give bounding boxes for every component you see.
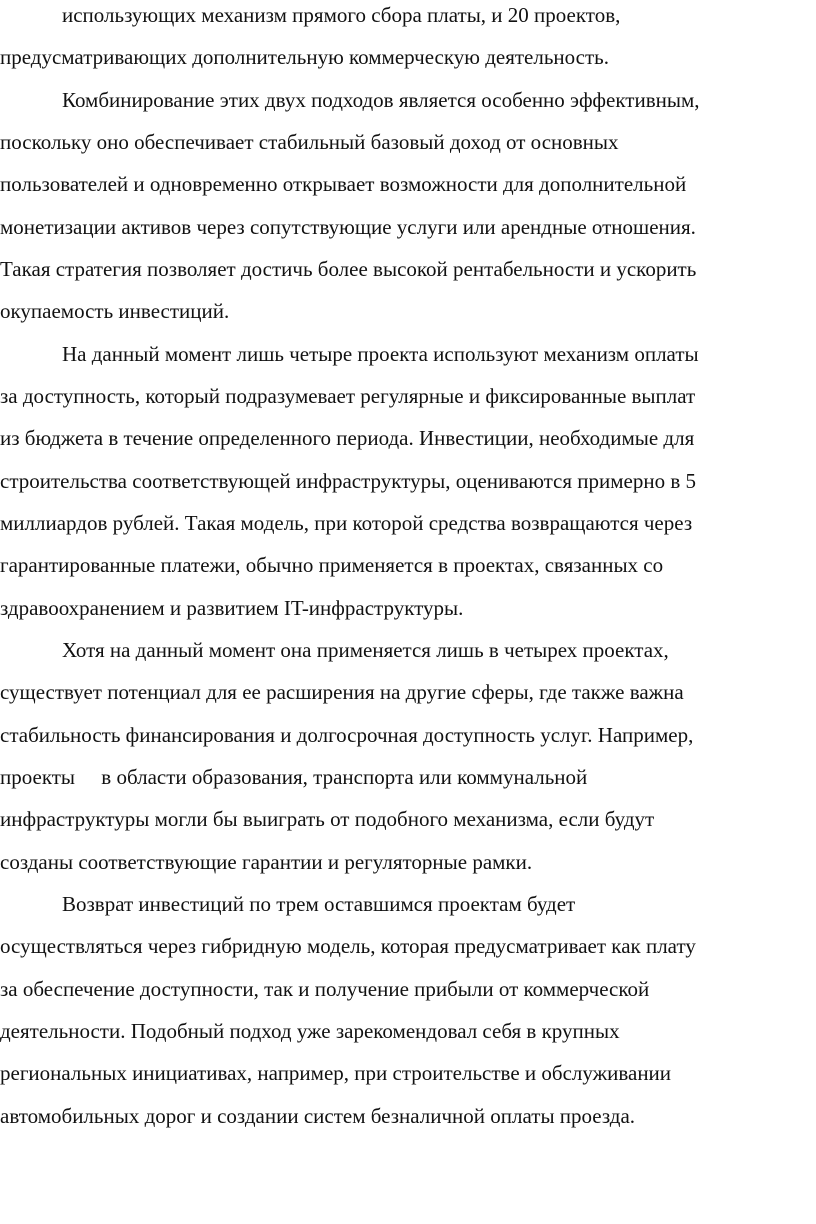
text-line: региональных инициативах, например, при строительстве и обслуживании bbox=[0, 1061, 672, 1085]
text-line: миллиардов рублей. Такая модель, при которой средства возвращаются через bbox=[0, 511, 693, 535]
paragraph-first-line: Возврат инвестиций по трем оставшимся проектам будет bbox=[62, 892, 576, 916]
text-line: автомобильных дорог и создании систем безналичной оплаты проезда. bbox=[0, 1104, 636, 1128]
text-line: за обеспечение доступности, так и получение прибыли от коммерческой bbox=[0, 977, 650, 1001]
text-line: Такая стратегия позволяет достичь более высокой рентабельности и ускорить bbox=[0, 257, 697, 281]
text-line: пользователей и одновременно открывает возможности для дополнительной bbox=[0, 172, 687, 196]
paragraph-first-line: Хотя на данный момент она применяется лишь в четырех проектах, bbox=[62, 638, 669, 662]
text-line: монетизации активов через сопутствующие услуги или арендные отношения. bbox=[0, 215, 696, 239]
text-line: проекты в области образования, транспорта или коммунальной bbox=[0, 765, 588, 789]
text-line: здравоохранением и развитием IT-инфраструктуры. bbox=[0, 596, 464, 620]
text-line: предусматривающих дополнительную коммерческую деятельность. bbox=[0, 45, 610, 69]
text-line: инфраструктуры могли бы выиграть от подобного механизма, если будут bbox=[0, 807, 655, 831]
text-line: существует потенциал для ее расширения на другие сферы, где также важна bbox=[0, 680, 684, 704]
text-line: окупаемость инвестиций. bbox=[0, 299, 230, 323]
text-line: осуществляться через гибридную модель, которая предусматривает как плату bbox=[0, 934, 696, 958]
text-line: стабильность финансирования и долгосрочная доступность услуг. Например, bbox=[0, 723, 694, 747]
paragraph-first-line: Комбинирование этих двух подходов является особенно эффективным, bbox=[62, 88, 700, 112]
text-line: из бюджета в течение определенного периода. Инвестиции, необходимые для bbox=[0, 426, 695, 450]
text-line: поскольку оно обеспечивает стабильный базовый доход от основных bbox=[0, 130, 619, 154]
text-line: созданы соответствующие гарантии и регуляторные рамки. bbox=[0, 850, 533, 874]
text-line: деятельности. Подобный подход уже зарекомендовал себя в крупных bbox=[0, 1019, 620, 1043]
text-line: строительства соответствующей инфраструктуры, оцениваются примерно в 5 bbox=[0, 469, 697, 493]
text-line: использующих механизм прямого сбора платы, и 20 проектов, bbox=[62, 3, 621, 27]
paragraph-first-line: На данный момент лишь четыре проекта используют механизм оплаты bbox=[62, 342, 699, 366]
text-line: гарантированные платежи, обычно применяется в проектах, связанных со bbox=[0, 553, 664, 577]
text-line: за доступность, который подразумевает регулярные и фиксированные выплат bbox=[0, 384, 696, 408]
